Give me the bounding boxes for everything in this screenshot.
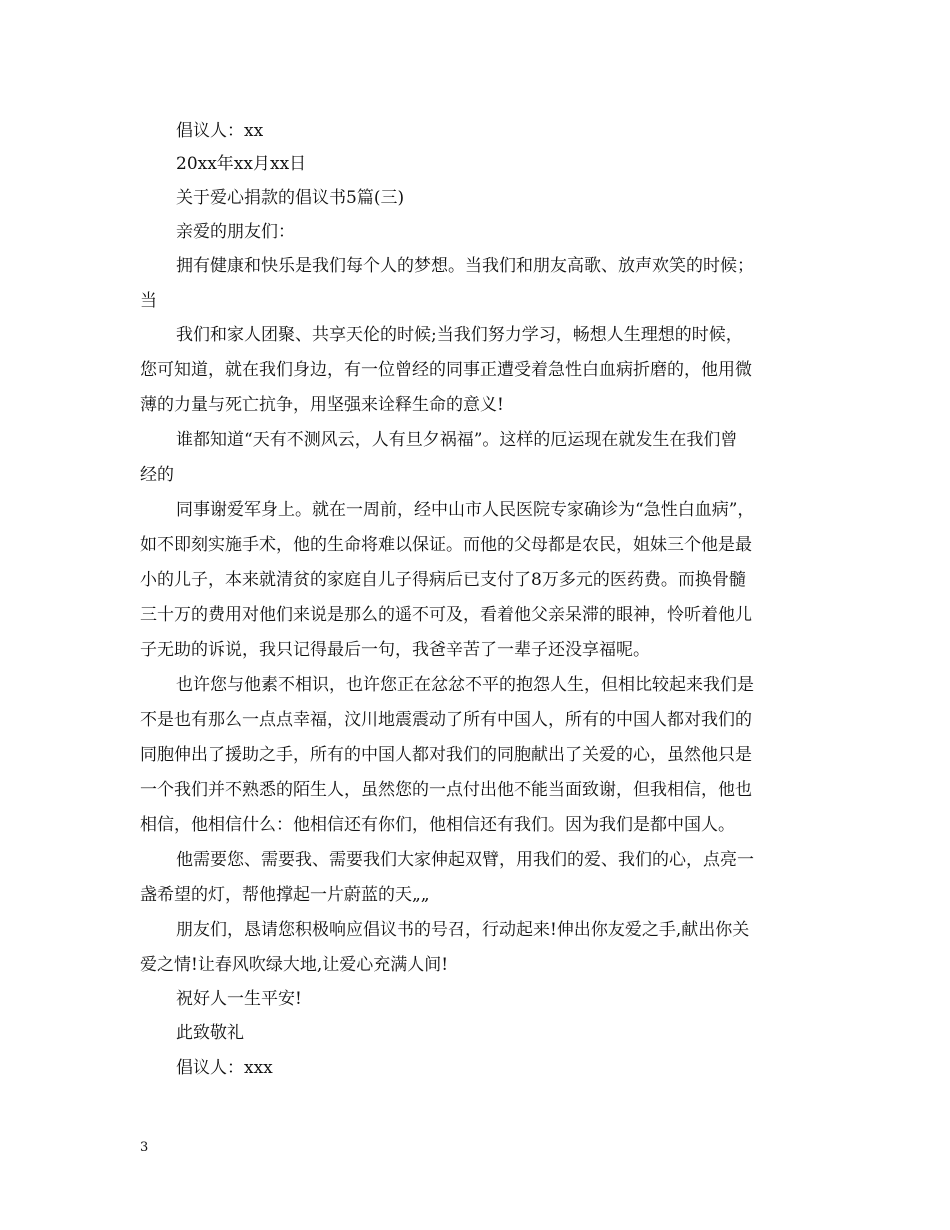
paragraph-line: 他需要您、需要我、需要我们大家伸起双臂，用我们的爱、我们的心，点亮一	[176, 850, 754, 870]
paragraph-line: 同事谢爱军身上。就在一周前，经中山市人民医院专家确诊为“急性白血病”，	[176, 500, 755, 520]
paragraph-line: 如不即刻实施手术，他的生命将难以保证。而他的父母都是农民，姐妹三个他是最	[140, 535, 752, 555]
paragraph-line: 您可知道，就在我们身边，有一位曾经的同事正遭受着急性白血病折磨的，他用微	[140, 360, 752, 380]
paragraph-line: 爱之情!让春风吹绿大地,让爱心充满人间!	[140, 955, 449, 975]
paragraph-line: 也许您与他素不相识，也许您正在忿忿不平的抱怨人生，但相比较起来我们是	[176, 675, 754, 695]
paragraph-line: 三十万的费用对他们来说是那么的遥不可及，看着他父亲呆滞的眼神，怜听着他儿	[140, 605, 752, 625]
paragraph-line: 小的儿子，本来就清贫的家庭自儿子得病后已支付了8万多元的医药费。而换骨髓	[140, 570, 746, 590]
paragraph-line: 谁都知道“天有不测风云，人有旦夕祸福”。这样的厄运现在就发生在我们曾	[176, 430, 738, 450]
paragraph-line: 盏希望的灯，帮他撑起一片蔚蓝的天„„	[140, 885, 430, 905]
date-line: 20xx年xx月xx日	[176, 154, 307, 174]
paragraph-line: 朋友们，恳请您积极响应倡议书的号召，行动起来!伸出你友爱之手,献出你关	[176, 920, 750, 940]
section-title: 关于爱心捐款的倡议书5篇(三)	[176, 188, 405, 208]
paragraph-line: 拥有健康和快乐是我们每个人的梦想。当我们和朋友高歌、放声欢笑的时候；	[176, 256, 754, 276]
paragraph-line: 一个我们并不熟悉的陌生人，虽然您的一点付出他不能当面致谢，但我相信，他也	[140, 780, 752, 800]
closing-wish: 祝好人一生平安!	[176, 989, 302, 1009]
paragraph-line: 不是也有那么一点点幸福，汶川地震震动了所有中国人，所有的中国人都对我们的	[140, 710, 752, 730]
paragraph-line: 相信，他相信什么：他相信还有你们，他相信还有我们。因为我们是都中国人。	[140, 815, 735, 835]
paragraph-line: 经的	[140, 465, 174, 485]
paragraph-line: 薄的力量与死亡抗争，用坚强来诠释生命的意义!	[140, 395, 504, 415]
paragraph-line: 同胞伸出了援助之手，所有的中国人都对我们的同胞献出了关爱的心，虽然他只是	[140, 745, 752, 765]
paragraph-line: 我们和家人团聚、共享天伦的时候;当我们努力学习，畅想人生理想的时候，	[176, 325, 743, 345]
salutation: 亲爱的朋友们：	[176, 222, 295, 242]
paragraph-line: 子无助的诉说，我只记得最后一句，我爸辛苦了一辈子还没享福呢。	[140, 640, 650, 660]
page-number: 3	[140, 1140, 149, 1155]
signature-line-initiator: 倡议人：xx	[176, 121, 264, 141]
closing-salute: 此致敬礼	[176, 1023, 244, 1043]
signature-line-initiator: 倡议人：xxx	[176, 1058, 273, 1078]
paragraph-line: 当	[140, 291, 157, 311]
